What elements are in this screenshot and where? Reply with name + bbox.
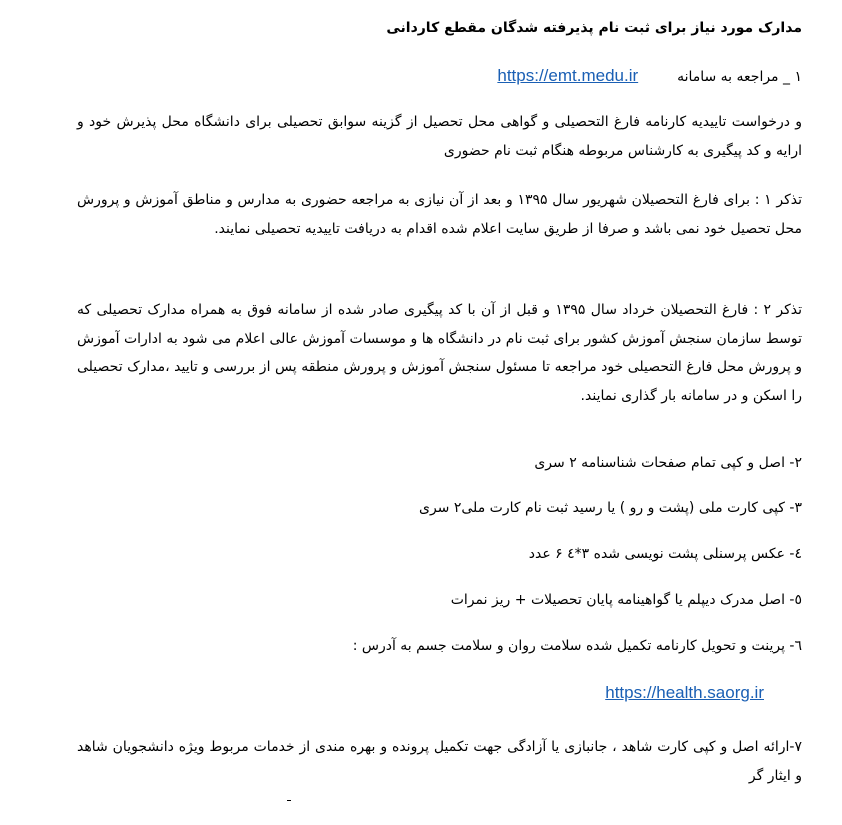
note-2: تذکر ۲ : فارغ التحصیلان خرداد سال ۱۳۹۵ و قبل از آن با کد پیگیری صادر شده از سامانه فوق به همراه مدارک تحصیلی که توسط سازمان سنجش آموزش کشور برای ثبت نام در دانشگاه ها و موسسات آموزش عالی اعلام می شود به ادارات آموزش و پرورش محل فارغ التحصیلی خود مراجعه تا مسئول سنجش آموزش و پرورش منطقه پس از بررسی و تایید ،مدارک تحصیلی را اسکن و در سامانه بار گذاری نمایند. — [77, 302, 802, 404]
item-1-prefix: ۱ _ مراجعه به سامانه — [677, 69, 802, 85]
emt-medu-link[interactable]: https://emt.medu.ir — [497, 66, 639, 85]
item-6: ٦- پرینت و تحویل کارنامه تکمیل شده سلامت روان و سلامت جسم به آدرس : — [352, 638, 802, 654]
item-2: ۲- اصل و کپی تمام صفحات شناسنامه ۲ سری — [534, 455, 802, 471]
page-dash-mark — [287, 800, 291, 801]
item-3: ۳- کپی کارت ملی (پشت و رو ) یا رسید ثبت نام کارت ملی۲ سری — [418, 500, 802, 516]
item-4: ٤- عکس پرسنلی پشت نویسی شده ۳*٤ ۶ عدد — [528, 546, 802, 562]
item-5: ٥- اصل مدرک دیپلم یا گواهینامه پایان تحصیلات + ریز نمرات — [450, 592, 802, 608]
item-1-row — [497, 66, 802, 86]
health-saorg-link[interactable]: https://health.saorg.ir — [605, 683, 764, 702]
item-1-description: و درخواست تاییدیه کارنامه فارغ التحصیلی و گواهی محل تحصیل از گزینه سوابق تحصیلی برای دانشگاه محل پذیرش خود و ارایه و کد پیگیری به کارشناس مربوطه هنگام ثبت نام حضوری — [77, 114, 802, 159]
health-link-row — [605, 683, 764, 703]
note-1: تذکر ۱ : برای فارغ التحصیلان شهریور سال ۱۳۹۵ و بعد از آن نیازی به مراجعه حضوری به مدارس و مناطق آموزش و پرورش محل تحصیل خود نمی باشد و صرفا از طریق سایت اعلام شده اقدام به دریافت تاییدیه تحصیلی نمایند. — [77, 192, 802, 237]
item-7: ٧-ارائه اصل و کپی کارت شاهد ، جانبازی یا آزادگی جهت تکمیل پرونده و بهره مندی از خدمات مربوط ویژه دانشجویان شاهد و ایثار گر — [77, 739, 802, 784]
document-title: مدارک مورد نیاز برای ثبت نام پذیرفته شدگان مقطع کاردانی — [386, 20, 802, 36]
